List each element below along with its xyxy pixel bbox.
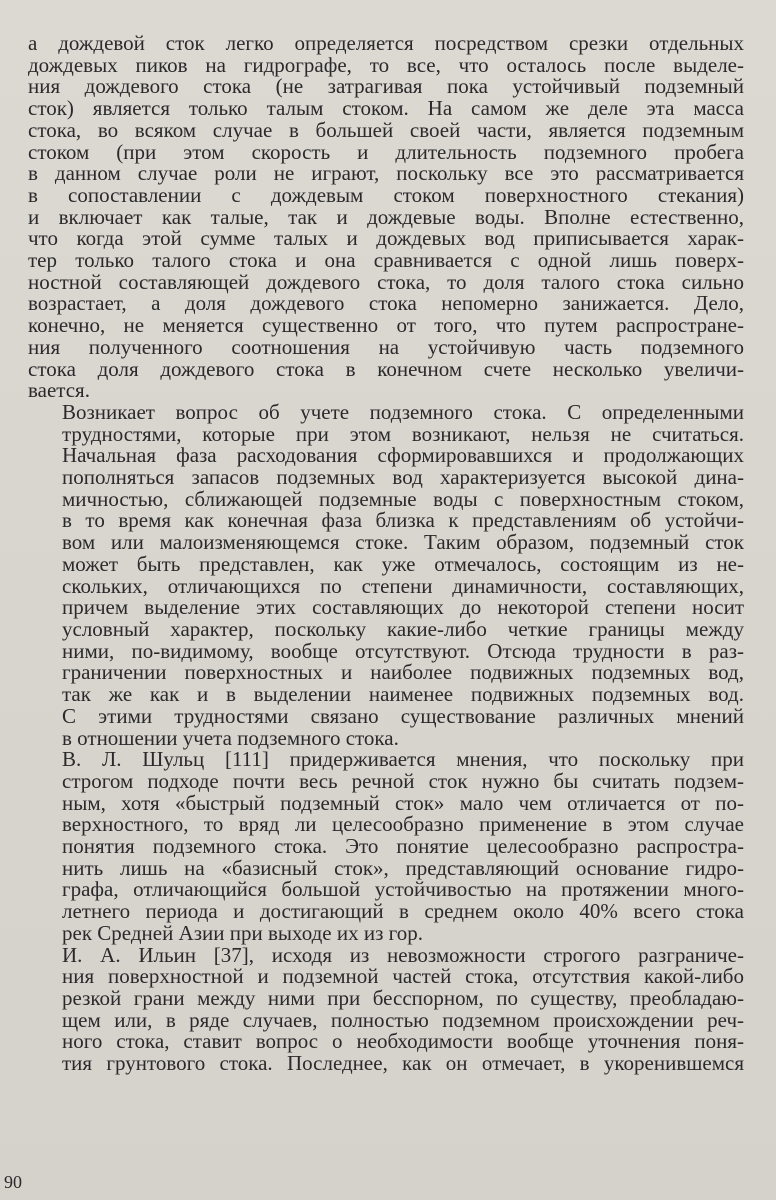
text-line: возрастает, а доля дождевого стока непомерно занижается. Дело, bbox=[28, 291, 744, 316]
text-line: стоком (при этом скорость и длительность подземного пробега bbox=[28, 139, 744, 164]
text-line: вается. bbox=[28, 378, 90, 403]
text-line: причем выделение этих составляющих до некоторой степени носит bbox=[62, 595, 744, 620]
text-line: ностной составляющей дождевого стока, то доля талого стока сильно bbox=[28, 269, 744, 294]
text-line: В. Л. Шульц [111] придерживается мнения, что поскольку при bbox=[62, 747, 744, 772]
text-line: в то время как конечная фаза близка к представлениям об устойчи- bbox=[62, 508, 744, 533]
text-line: и включает как талые, так и дождевые воды. Вполне естественно, bbox=[28, 204, 744, 229]
text-line: может быть представлен, как уже отмечалось, состоящим из не- bbox=[62, 551, 744, 576]
text-line: ния полученного соотношения на устойчивую часть подземного bbox=[28, 334, 744, 359]
text-line: дождевых пиков на гидрографе, то все, что осталось после выделе- bbox=[28, 52, 744, 77]
text-line: нить лишь на «базисный сток», представляющий основание гидро- bbox=[62, 855, 744, 880]
text-line: верхностного, то вряд ли целесообразно применение в этом случае bbox=[62, 812, 744, 837]
text-line: а дождевой сток легко определяется посредством срезки отдельных bbox=[28, 31, 744, 55]
text-line: ними, по-видимому, вообще отсутствуют. Отсюда трудности в раз- bbox=[62, 638, 744, 663]
text-line: рек Средней Азии при выходе их из гор. bbox=[62, 920, 423, 945]
text-line: конечно, не меняется существенно от того, что путем распростране- bbox=[28, 313, 744, 338]
text-line: в сопоставлении с дождевым стоком поверхностного стекания) bbox=[28, 182, 744, 207]
text-line: стока, во всяком случае в большей своей части, является подземным bbox=[28, 117, 744, 142]
text-line: скольких, отличающихся по степени динамичности, составляющих, bbox=[62, 573, 744, 598]
text-line: графа, отличающийся большой устойчивостью на протяжении много- bbox=[62, 877, 744, 902]
text-line: вом или малоизменяющемся стоке. Таким образом, подземный сток bbox=[62, 530, 744, 555]
text-line: что когда этой сумме талых и дождевых вод приписывается харак- bbox=[28, 226, 744, 251]
text-line: граничении поверхностных и наиболее подвижных подземных вод, bbox=[62, 660, 744, 685]
text-line: ния поверхностной и подземной частей стока, отсутствия какой-либо bbox=[62, 964, 744, 989]
text-line: так же как и в выделении наименее подвижных подземных вод. bbox=[62, 682, 744, 707]
text-line: трудностями, которые при этом возникают, нельзя не считаться. bbox=[62, 421, 744, 446]
page-number: 90 bbox=[4, 1172, 22, 1192]
text-line: пополняться запасов подземных вод характеризуется высокой дина- bbox=[62, 465, 744, 490]
text-line: щем или, в ряде случаев, полностью подземном происхождении реч- bbox=[62, 1007, 744, 1032]
text-line: ного стока, ставит вопрос о необходимости вообще уточнения поня- bbox=[62, 1029, 744, 1054]
text-line: в отношении учета подземного стока. bbox=[62, 725, 399, 750]
text-line: тер только талого стока и она сравнивается с одной лишь поверх- bbox=[28, 248, 744, 273]
text-line: резкой грани между ними при бесспорном, по существу, преобладаю- bbox=[62, 985, 744, 1010]
text-line: стока доля дождевого стока в конечном счете несколько увеличи- bbox=[28, 356, 744, 381]
text-line: Начальная фаза расходования сформировавшихся и продолжающих bbox=[62, 443, 744, 468]
text-line: летнего периода и достигающий в среднем около 40% всего стока bbox=[62, 899, 744, 924]
text-line: условный характер, поскольку какие-либо четкие границы между bbox=[62, 616, 744, 641]
text-line: Возникает вопрос об учете подземного стока. С определенными bbox=[62, 399, 744, 424]
text-line: в данном случае роли не играют, поскольку все это рассматривается bbox=[28, 161, 744, 186]
text-line: С этими трудностями связано существование различных мнений bbox=[62, 703, 744, 728]
text-line: понятия подземного стока. Это понятие целесообразно распростра- bbox=[62, 834, 744, 859]
text-line: ния дождевого стока (не затрагивая пока устойчивый подземный bbox=[28, 74, 744, 99]
text-line: строгом подходе почти весь речной сток нужно бы считать подзем- bbox=[62, 768, 744, 793]
text-line: ным, хотя «быстрый подземный сток» мало чем отличается от по- bbox=[62, 790, 744, 815]
paragraph bbox=[28, 33, 744, 402]
text-line: сток) является только талым стоком. На самом же деле эта масса bbox=[28, 96, 744, 121]
page-text-body bbox=[28, 33, 744, 1075]
text-line: И. А. Ильин [37], исходя из невозможности строгого разграниче- bbox=[62, 942, 744, 967]
text-line: тия грунтового стока. Последнее, как он отмечает, в укоренившемся bbox=[62, 1051, 744, 1076]
paragraph bbox=[28, 942, 744, 1076]
text-line: мичностью, сближающей подземные воды с поверхностным стоком, bbox=[62, 486, 744, 511]
paragraph bbox=[28, 749, 744, 944]
paragraph bbox=[28, 399, 744, 750]
